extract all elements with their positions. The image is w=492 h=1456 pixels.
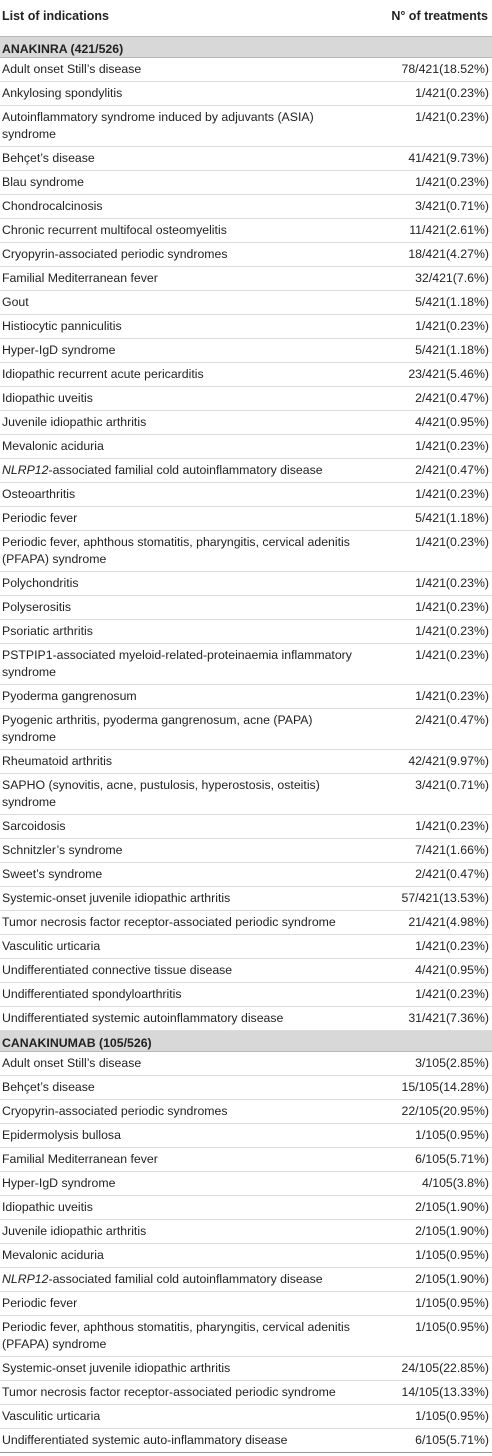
table-row <box>0 410 492 434</box>
treatment-count: 1/421(0.23%) <box>366 105 492 146</box>
indication-name <box>0 910 366 934</box>
indication-text: Familial Mediterranean fever <box>2 1151 158 1166</box>
indication-name <box>0 1171 366 1195</box>
treatment-count: 5/421(1.18%) <box>366 338 492 362</box>
indication-text: Periodic fever <box>2 510 78 525</box>
indication-text: Hyper-IgD syndrome <box>2 1175 116 1190</box>
indication-text: Mevalonic aciduria <box>2 438 104 453</box>
table-row <box>0 1243 492 1267</box>
treatment-count: 1/105(0.95%) <box>366 1404 492 1428</box>
indication-text: Systemic-onset juvenile idiopathic arthritis <box>2 890 231 905</box>
treatment-count: 5/421(1.18%) <box>366 290 492 314</box>
table-row <box>0 1428 492 1452</box>
indication-text: Polyserositis <box>2 599 72 614</box>
indication-text: Sweet’s syndrome <box>2 866 103 881</box>
treatment-count: 32/421(7.6%) <box>366 266 492 290</box>
indication-text: Undifferentiated systemic autoinflammatory disease <box>2 1010 284 1025</box>
treatment-count: 1/421(0.23%) <box>366 982 492 1006</box>
indication-name <box>0 410 366 434</box>
indication-name <box>0 290 366 314</box>
indication-text: Juvenile idiopathic arthritis <box>2 1223 147 1238</box>
indication-name <box>0 982 366 1006</box>
treatment-count: 3/421(0.71%) <box>366 194 492 218</box>
table-row <box>0 814 492 838</box>
indication-name <box>0 434 366 458</box>
indication-name <box>0 146 366 170</box>
table-row <box>0 434 492 458</box>
table-row <box>0 749 492 773</box>
indication-name <box>0 1219 366 1243</box>
treatment-count: 3/105(2.85%) <box>366 1051 492 1075</box>
indication-name <box>0 105 366 146</box>
indication-name <box>0 530 366 571</box>
indication-text: Mevalonic aciduria <box>2 1247 104 1262</box>
table-row <box>0 958 492 982</box>
indication-text: SAPHO (synovitis, acne, pustulosis, hyperostosis, osteitis) syndrome <box>2 777 320 809</box>
indication-text: Juvenile idiopathic arthritis <box>2 414 147 429</box>
table-row <box>0 482 492 506</box>
table-row <box>0 1404 492 1428</box>
treatment-count: 2/421(0.47%) <box>366 458 492 482</box>
indication-text: Hyper-IgD syndrome <box>2 342 116 357</box>
treatment-count: 7/421(1.66%) <box>366 838 492 862</box>
indication-name <box>0 886 366 910</box>
indication-name <box>0 958 366 982</box>
indication-text: Undifferentiated spondyloarthritis <box>2 986 182 1001</box>
indication-text: Behçet’s disease <box>2 150 95 165</box>
table-row <box>0 218 492 242</box>
indication-text: Pyogenic arthritis, pyoderma gangrenosum, acne (PAPA) syndrome <box>2 712 313 744</box>
indication-name <box>0 1075 366 1099</box>
indication-name <box>0 338 366 362</box>
table-row <box>0 314 492 338</box>
indication-text: Periodic fever, aphthous stomatitis, pharyngitis, cervical adenitis (PFAPA) syndrome <box>2 534 350 566</box>
treatment-count: 11/421(2.61%) <box>366 218 492 242</box>
table-row <box>0 1267 492 1291</box>
indication-text: Chondrocalcinosis <box>2 198 103 213</box>
indication-text: Periodic fever, aphthous stomatitis, pharyngitis, cervical adenitis (PFAPA) syndrome <box>2 1319 350 1351</box>
indication-text: Autoinflammatory syndrome induced by adjuvants (ASIA) syndrome <box>2 109 314 141</box>
treatment-count: 1/421(0.23%) <box>366 619 492 643</box>
section-title: ANAKINRA (421/526) <box>0 36 492 57</box>
indication-name <box>0 242 366 266</box>
treatment-count: 1/105(0.95%) <box>366 1123 492 1147</box>
treatment-count: 14/105(13.33%) <box>366 1380 492 1404</box>
table-row <box>0 1123 492 1147</box>
indication-text: Adult onset Still’s disease <box>2 61 142 76</box>
indication-text: Pyoderma gangrenosum <box>2 688 137 703</box>
indication-name <box>0 643 366 684</box>
treatment-count: 6/105(5.71%) <box>366 1428 492 1452</box>
indication-name <box>0 1267 366 1291</box>
treatment-count: 2/105(1.90%) <box>366 1219 492 1243</box>
table-row <box>0 862 492 886</box>
treatment-count: 2/421(0.47%) <box>366 862 492 886</box>
treatment-count: 1/421(0.23%) <box>366 482 492 506</box>
indication-name <box>0 571 366 595</box>
treatment-count: 1/421(0.23%) <box>366 571 492 595</box>
indication-name <box>0 1243 366 1267</box>
indication-name <box>0 773 366 814</box>
table-row <box>0 773 492 814</box>
table-body <box>0 36 492 1452</box>
treatment-count: 57/421(13.53%) <box>366 886 492 910</box>
treatment-count: 3/421(0.71%) <box>366 773 492 814</box>
treatment-count: 31/421(7.36%) <box>366 1006 492 1030</box>
table-row <box>0 338 492 362</box>
section-header-row <box>0 1030 492 1051</box>
treatment-count: 1/421(0.23%) <box>366 170 492 194</box>
header-treatments: N° of treatments <box>366 0 492 36</box>
indication-name <box>0 1315 366 1356</box>
indication-name <box>0 1006 366 1030</box>
treatment-count: 1/421(0.23%) <box>366 595 492 619</box>
indication-text: Adult onset Still’s disease <box>2 1055 142 1070</box>
treatment-count: 1/421(0.23%) <box>366 934 492 958</box>
indication-name <box>0 266 366 290</box>
treatment-count: 1/421(0.23%) <box>366 814 492 838</box>
table-row <box>0 708 492 749</box>
treatment-count: 1/421(0.23%) <box>366 684 492 708</box>
table-row <box>0 910 492 934</box>
indication-text: Chronic recurrent multifocal osteomyelitis <box>2 222 227 237</box>
treatment-count: 5/421(1.18%) <box>366 506 492 530</box>
table-row <box>0 571 492 595</box>
table-row <box>0 643 492 684</box>
indication-name <box>0 1380 366 1404</box>
indication-name <box>0 1404 366 1428</box>
indication-text: -associated familial cold autoinflammatory disease <box>48 462 323 477</box>
indication-text: Cryopyrin-associated periodic syndromes <box>2 1103 228 1118</box>
table-row <box>0 886 492 910</box>
treatment-count: 2/421(0.47%) <box>366 386 492 410</box>
table-row <box>0 105 492 146</box>
table-row <box>0 458 492 482</box>
indication-text: -associated familial cold autoinflammatory disease <box>48 1271 323 1286</box>
gene-name: NLRP12 <box>2 1271 49 1286</box>
indication-text: Ankylosing spondylitis <box>2 85 123 100</box>
indication-name <box>0 386 366 410</box>
indication-name <box>0 57 366 81</box>
table-row <box>0 194 492 218</box>
indication-name <box>0 81 366 105</box>
indication-name <box>0 170 366 194</box>
indication-name <box>0 194 366 218</box>
treatment-count: 1/421(0.23%) <box>366 643 492 684</box>
indication-text: Psoriatic arthritis <box>2 623 93 638</box>
indication-text: Behçet’s disease <box>2 1079 95 1094</box>
table-row <box>0 1380 492 1404</box>
table-row <box>0 386 492 410</box>
treatment-count: 4/421(0.95%) <box>366 958 492 982</box>
treatment-count: 21/421(4.98%) <box>366 910 492 934</box>
section-title: CANAKINUMAB (105/526) <box>0 1030 492 1051</box>
indication-text: Rheumatoid arthritis <box>2 753 113 768</box>
table-row <box>0 1195 492 1219</box>
treatment-count: 1/421(0.23%) <box>366 434 492 458</box>
indication-name <box>0 458 366 482</box>
indication-name <box>0 1195 366 1219</box>
indication-text: Vasculitic urticaria <box>2 1408 101 1423</box>
indication-text: Polychondritis <box>2 575 79 590</box>
table-row <box>0 1147 492 1171</box>
treatment-count: 42/421(9.97%) <box>366 749 492 773</box>
table-row <box>0 81 492 105</box>
indication-text: Osteoarthritis <box>2 486 76 501</box>
indication-text: Sarcoidosis <box>2 818 66 833</box>
indication-text: Idiopathic recurrent acute pericarditis <box>2 366 204 381</box>
indication-text: Cryopyrin-associated periodic syndromes <box>2 246 228 261</box>
treatment-count: 2/421(0.47%) <box>366 708 492 749</box>
table-row <box>0 506 492 530</box>
indication-text: Undifferentiated connective tissue disease <box>2 962 233 977</box>
indication-text: Idiopathic uveitis <box>2 1199 93 1214</box>
indication-text: Undifferentiated systemic auto-inflammatory disease <box>2 1432 288 1447</box>
treatment-count: 22/105(20.95%) <box>366 1099 492 1123</box>
table-row <box>0 290 492 314</box>
table-row <box>0 982 492 1006</box>
header-row <box>0 0 492 36</box>
indication-name <box>0 684 366 708</box>
table-row <box>0 1006 492 1030</box>
table-row <box>0 619 492 643</box>
treatment-count: 1/421(0.23%) <box>366 81 492 105</box>
indication-text: Tumor necrosis factor receptor-associated periodic syndrome <box>2 1384 336 1399</box>
table-row <box>0 595 492 619</box>
indication-name <box>0 838 366 862</box>
section-header-row <box>0 36 492 57</box>
treatment-count: 78/421(18.52%) <box>366 57 492 81</box>
table-row <box>0 1219 492 1243</box>
table-row <box>0 266 492 290</box>
treatment-count: 18/421(4.27%) <box>366 242 492 266</box>
indication-name <box>0 862 366 886</box>
table-row <box>0 1051 492 1075</box>
table-row <box>0 1291 492 1315</box>
indication-name <box>0 619 366 643</box>
treatment-count: 2/105(1.90%) <box>366 1195 492 1219</box>
table-row <box>0 1356 492 1380</box>
treatment-count: 24/105(22.85%) <box>366 1356 492 1380</box>
table-row <box>0 1171 492 1195</box>
treatment-count: 15/105(14.28%) <box>366 1075 492 1099</box>
indication-text: Idiopathic uveitis <box>2 390 93 405</box>
indication-text: Tumor necrosis factor receptor-associated periodic syndrome <box>2 914 336 929</box>
table-row <box>0 242 492 266</box>
treatment-count: 4/105(3.8%) <box>366 1171 492 1195</box>
indication-name <box>0 934 366 958</box>
treatment-count: 41/421(9.73%) <box>366 146 492 170</box>
indication-text: PSTPIP1-associated myeloid-related-proteinaemia inflammatory syndrome <box>2 647 352 679</box>
indication-text: Histiocytic panniculitis <box>2 318 122 333</box>
table-row <box>0 57 492 81</box>
treatment-count: 1/105(0.95%) <box>366 1291 492 1315</box>
table-row <box>0 170 492 194</box>
table-row <box>0 1315 492 1356</box>
indication-text: Blau syndrome <box>2 174 85 189</box>
treatment-count: 23/421(5.46%) <box>366 362 492 386</box>
table-row <box>0 530 492 571</box>
table-row <box>0 838 492 862</box>
indication-text: Vasculitic urticaria <box>2 938 101 953</box>
indication-name <box>0 218 366 242</box>
treatment-count: 6/105(5.71%) <box>366 1147 492 1171</box>
indication-text: Epidermolysis bullosa <box>2 1127 121 1142</box>
table-row <box>0 934 492 958</box>
treatment-count: 2/105(1.90%) <box>366 1267 492 1291</box>
indication-name <box>0 1051 366 1075</box>
indication-name <box>0 1356 366 1380</box>
indication-name <box>0 814 366 838</box>
indication-name <box>0 314 366 338</box>
indication-name <box>0 1147 366 1171</box>
treatment-count: 1/421(0.23%) <box>366 530 492 571</box>
indication-name <box>0 708 366 749</box>
treatment-count: 4/421(0.95%) <box>366 410 492 434</box>
indication-name <box>0 1291 366 1315</box>
indication-name <box>0 1123 366 1147</box>
treatment-count: 1/421(0.23%) <box>366 314 492 338</box>
treatment-count: 1/105(0.95%) <box>366 1315 492 1356</box>
table-row <box>0 1099 492 1123</box>
indication-name <box>0 482 366 506</box>
indication-name <box>0 595 366 619</box>
indication-name <box>0 1428 366 1452</box>
header-indication: List of indications <box>0 0 366 36</box>
table-row <box>0 146 492 170</box>
indication-text: Schnitzler’s syndrome <box>2 842 123 857</box>
table-row <box>0 684 492 708</box>
gene-name: NLRP12 <box>2 462 49 477</box>
table-row <box>0 362 492 386</box>
treatment-count: 1/105(0.95%) <box>366 1243 492 1267</box>
indication-name <box>0 749 366 773</box>
table-row <box>0 1075 492 1099</box>
indication-name <box>0 1099 366 1123</box>
indication-text: Gout <box>2 294 29 309</box>
indication-name <box>0 362 366 386</box>
indication-name <box>0 506 366 530</box>
indication-text: Periodic fever <box>2 1295 78 1310</box>
indication-text: Familial Mediterranean fever <box>2 270 158 285</box>
indication-text: Systemic-onset juvenile idiopathic arthritis <box>2 1360 231 1375</box>
